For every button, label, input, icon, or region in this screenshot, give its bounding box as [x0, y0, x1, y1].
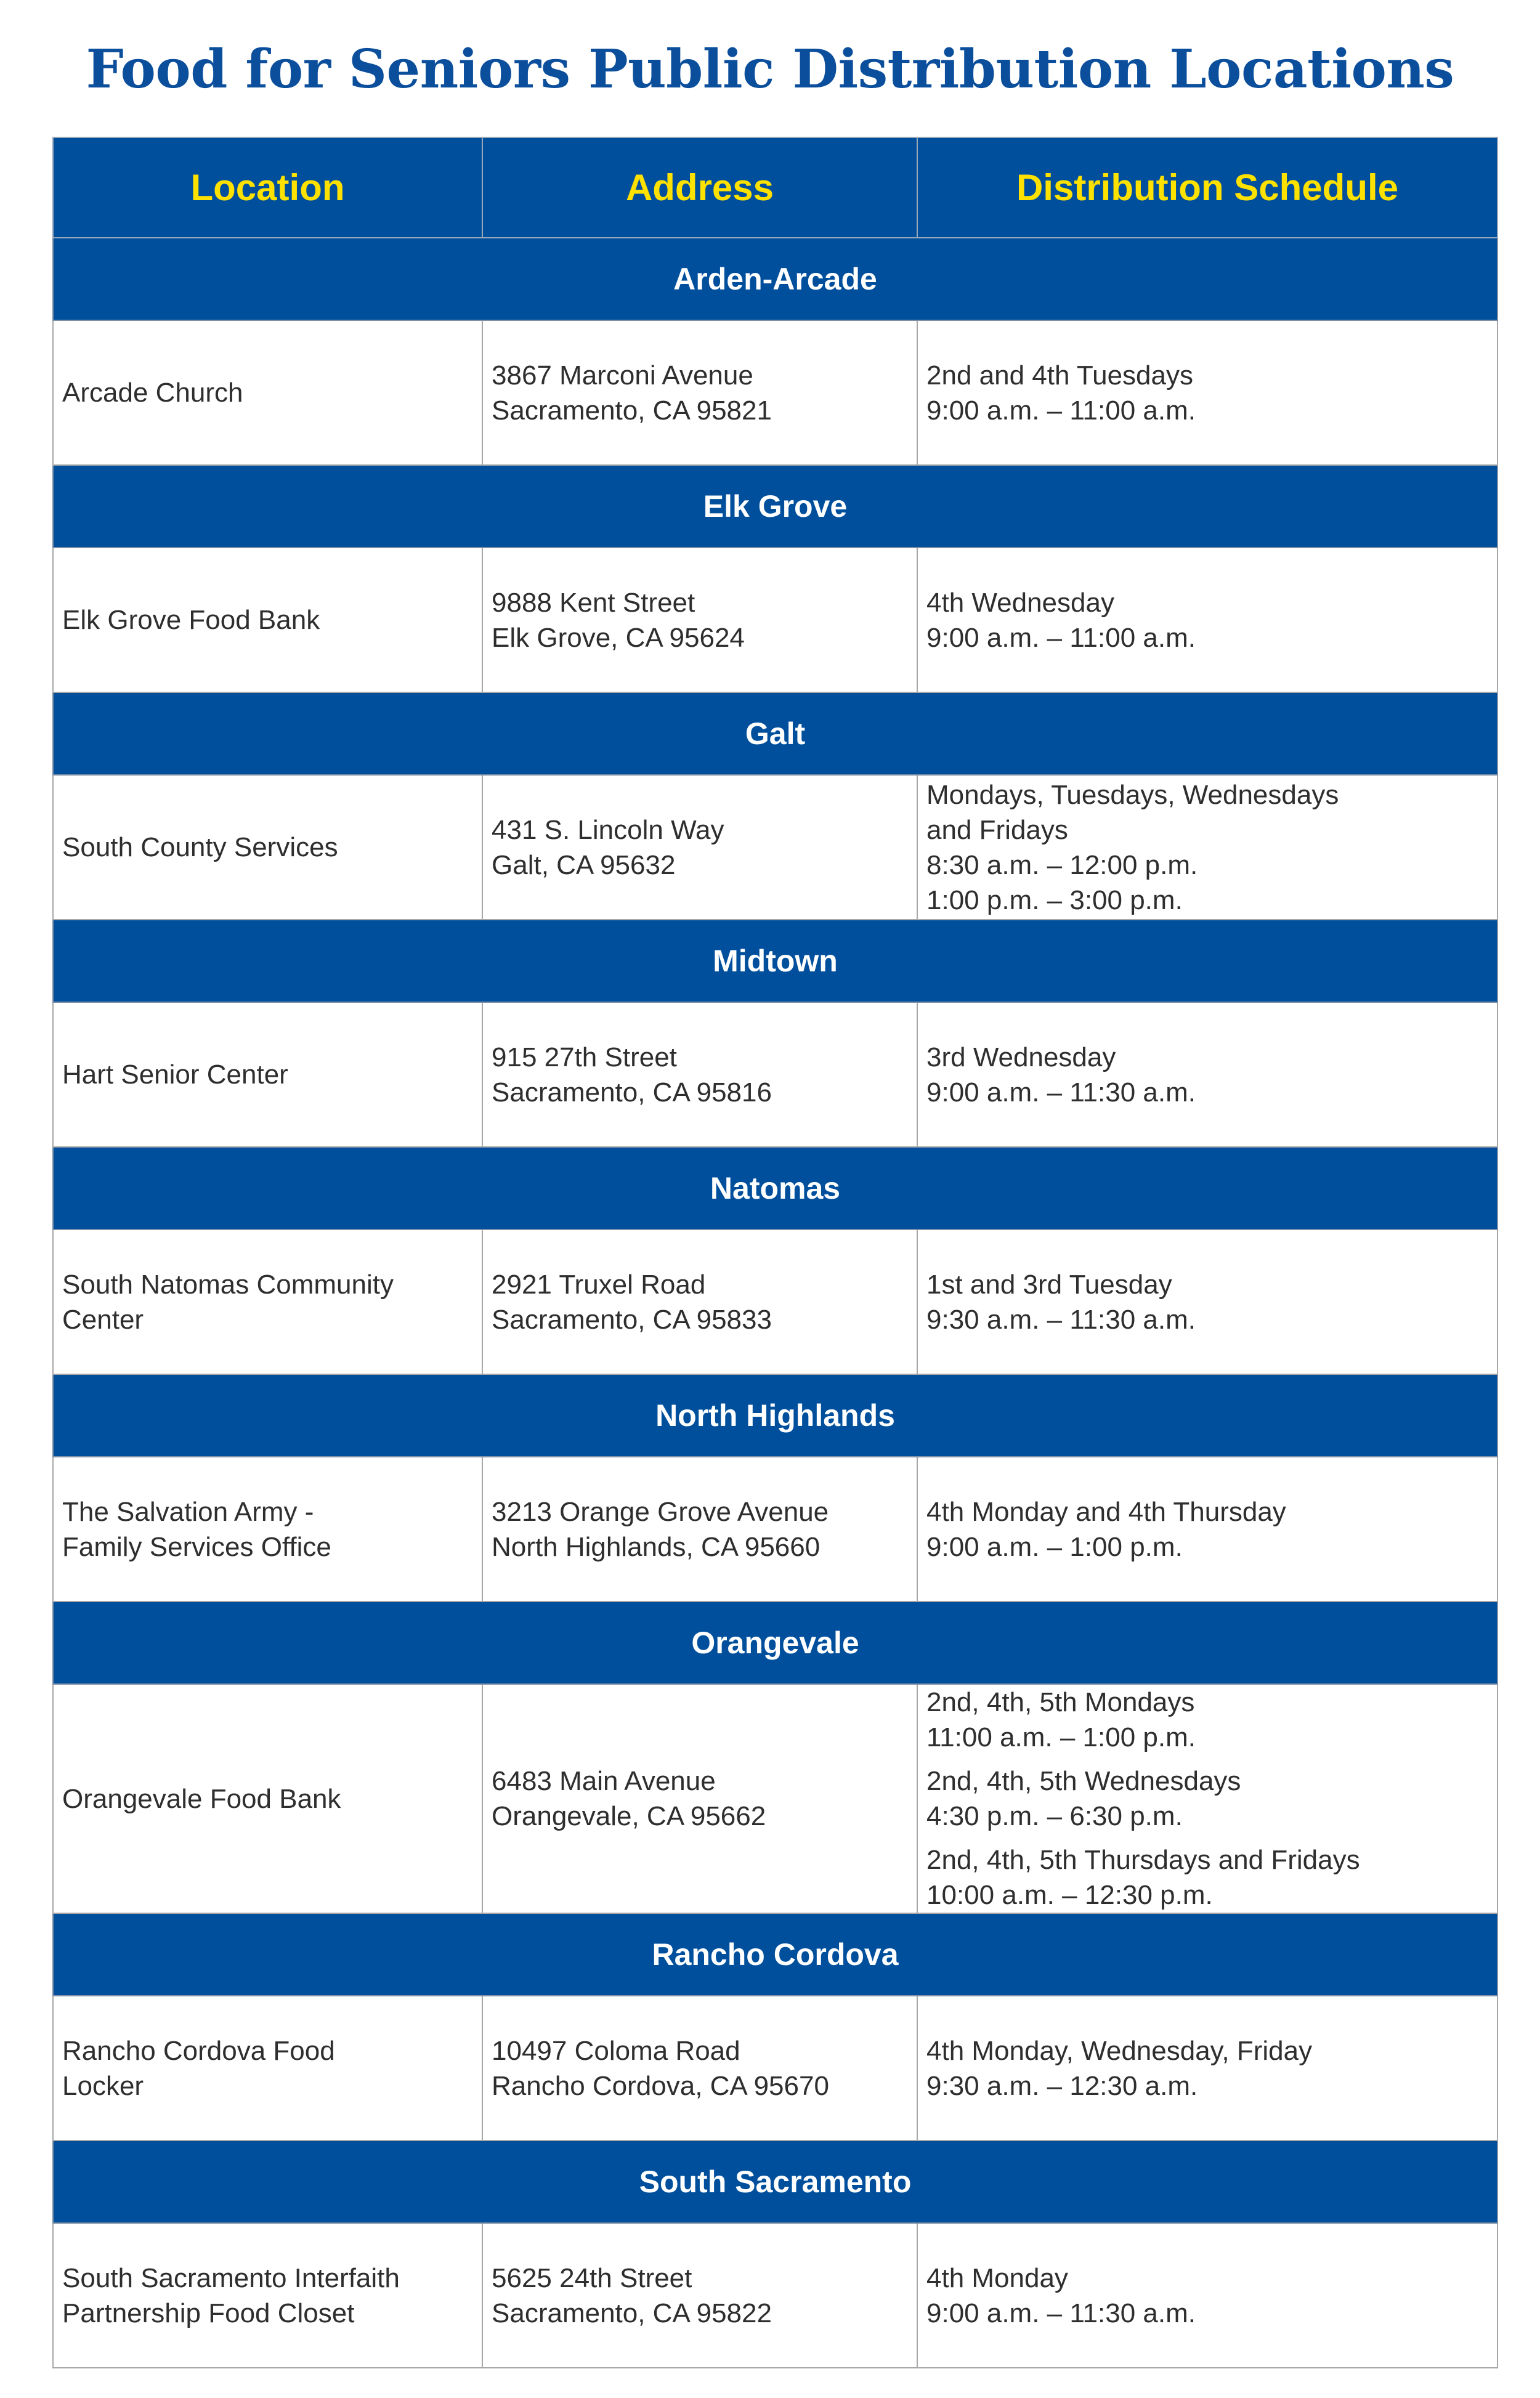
region-header-row — [53, 465, 1497, 548]
region-header-row — [53, 1602, 1497, 1684]
region-name: Rancho Cordova — [53, 1913, 1497, 1996]
table-row — [53, 1457, 1497, 1602]
address-line: 3213 Orange Grove Avenue — [492, 1496, 829, 1527]
address-cell — [482, 320, 917, 465]
address-cell — [482, 1684, 917, 1913]
address-line: Rancho Cordova, CA 95670 — [492, 2070, 829, 2101]
location-name-line: Arcade Church — [62, 378, 243, 408]
address-cell — [482, 2223, 917, 2368]
table-row — [53, 548, 1497, 692]
region-name: Galt — [53, 692, 1497, 775]
location-name-line: South Natomas Community — [62, 1269, 394, 1300]
table-row — [53, 1684, 1497, 1913]
location-name-line: Hart Senior Center — [62, 1059, 288, 1090]
schedule-line: 9:00 a.m. – 1:00 p.m. — [926, 1531, 1183, 1562]
schedule-block — [926, 358, 1488, 428]
schedule-cell — [917, 1002, 1497, 1147]
region-header-row — [53, 1913, 1497, 1996]
schedule-line: 2nd, 4th, 5th Wednesdays — [926, 1766, 1241, 1796]
address-cell — [482, 1996, 917, 2141]
region-header-row — [53, 2141, 1497, 2223]
address-line: Sacramento, CA 95822 — [492, 2298, 772, 2328]
location-name-line: South County Services — [62, 832, 338, 862]
address-line: Orangevale, CA 95662 — [492, 1801, 766, 1831]
location-cell — [53, 1684, 482, 1913]
schedule-block — [926, 1685, 1488, 1755]
schedule-line: 9:30 a.m. – 12:30 a.m. — [926, 2070, 1198, 2101]
schedule-line: 1st and 3rd Tuesday — [926, 1269, 1172, 1300]
table-row — [53, 1002, 1497, 1147]
table-row — [53, 1996, 1497, 2141]
schedule-block — [926, 1267, 1488, 1337]
region-name: Arden-Arcade — [53, 238, 1497, 320]
address-cell — [482, 775, 917, 920]
schedule-line: 2nd, 4th, 5th Thursdays and Fridays — [926, 1845, 1360, 1875]
address-line: 915 27th Street — [492, 1042, 677, 1072]
header-schedule: Distribution Schedule — [917, 137, 1497, 238]
schedule-line: 4th Wednesday — [926, 587, 1114, 618]
region-name: Elk Grove — [53, 465, 1497, 548]
schedule-line: 4th Monday, Wednesday, Friday — [926, 2035, 1313, 2066]
region-header-row — [53, 920, 1497, 1002]
schedule-line: 9:00 a.m. – 11:00 a.m. — [926, 395, 1196, 426]
schedule-line: 11:00 a.m. – 1:00 p.m. — [926, 1722, 1196, 1752]
schedule-block — [926, 2033, 1488, 2104]
schedule-cell — [917, 320, 1497, 465]
location-cell — [53, 1229, 482, 1374]
region-name: South Sacramento — [53, 2141, 1497, 2223]
schedule-block — [926, 1842, 1488, 1913]
schedule-line: 9:30 a.m. – 11:30 a.m. — [926, 1304, 1196, 1335]
schedule-cell — [917, 548, 1497, 692]
address-line: 431 S. Lincoln Way — [492, 814, 724, 845]
schedule-line: 9:00 a.m. – 11:00 a.m. — [926, 622, 1196, 653]
table-row — [53, 320, 1497, 465]
schedule-block — [926, 777, 1488, 918]
schedule-line: 3rd Wednesday — [926, 1042, 1116, 1072]
address-line: 9888 Kent Street — [492, 587, 695, 618]
schedule-cell — [917, 1996, 1497, 2141]
region-name: Midtown — [53, 920, 1497, 1002]
location-cell — [53, 548, 482, 692]
schedule-line: 9:00 a.m. – 11:30 a.m. — [926, 2298, 1196, 2328]
table-header-row — [53, 137, 1497, 238]
location-name-line: Family Services Office — [62, 1531, 331, 1562]
address-cell — [482, 1002, 917, 1147]
header-location: Location — [53, 137, 482, 238]
schedule-line: 2nd, 4th, 5th Mondays — [926, 1687, 1195, 1717]
schedule-line: 4th Monday and 4th Thursday — [926, 1496, 1286, 1527]
schedule-cell — [917, 1684, 1497, 1913]
region-name: North Highlands — [53, 1374, 1497, 1457]
schedule-line: 4th Monday — [926, 2262, 1068, 2293]
schedule-block — [926, 1494, 1488, 1565]
address-line: 6483 Main Avenue — [492, 1766, 716, 1796]
location-cell — [53, 1996, 482, 2141]
address-line: Sacramento, CA 95833 — [492, 1304, 772, 1335]
table-row — [53, 2223, 1497, 2368]
region-name: Orangevale — [53, 1602, 1497, 1684]
address-line: 5625 24th Street — [492, 2262, 692, 2293]
header-address: Address — [482, 137, 917, 238]
schedule-line: Mondays, Tuesdays, Wednesdays — [926, 779, 1339, 810]
region-header-row — [53, 1147, 1497, 1229]
location-name-line: Rancho Cordova Food — [62, 2035, 335, 2066]
table-body — [53, 238, 1497, 2368]
location-name-line: Partnership Food Closet — [62, 2298, 355, 2328]
schedule-line: and Fridays — [926, 814, 1068, 845]
schedule-cell — [917, 1457, 1497, 1602]
location-name-line: Locker — [62, 2070, 144, 2101]
location-cell — [53, 775, 482, 920]
address-line: Elk Grove, CA 95624 — [492, 622, 745, 653]
schedule-block — [926, 585, 1488, 655]
schedule-cell — [917, 775, 1497, 920]
location-name-line: South Sacramento Interfaith — [62, 2262, 400, 2293]
schedule-line: 1:00 p.m. – 3:00 p.m. — [926, 885, 1183, 915]
schedule-block — [926, 1040, 1488, 1110]
location-name-line: The Salvation Army - — [62, 1496, 314, 1527]
location-name-line: Orangevale Food Bank — [62, 1783, 341, 1814]
schedule-cell — [917, 2223, 1497, 2368]
region-header-row — [53, 238, 1497, 320]
address-line: 10497 Coloma Road — [492, 2035, 740, 2066]
address-line: Sacramento, CA 95816 — [492, 1077, 772, 1108]
schedule-line: 9:00 a.m. – 11:30 a.m. — [926, 1077, 1196, 1108]
location-cell — [53, 320, 482, 465]
address-line: 2921 Truxel Road — [492, 1269, 706, 1300]
location-cell — [53, 1002, 482, 1147]
schedule-line: 2nd and 4th Tuesdays — [926, 360, 1193, 391]
schedule-line: 8:30 a.m. – 12:00 p.m. — [926, 849, 1198, 880]
address-line: 3867 Marconi Avenue — [492, 360, 753, 391]
location-cell — [53, 1457, 482, 1602]
schedule-block — [926, 2261, 1488, 2331]
table-row — [53, 1229, 1497, 1374]
region-header-row — [53, 692, 1497, 775]
page-title: Food for Seniors Public Distribution Locations — [86, 38, 1454, 100]
schedule-block — [926, 1764, 1488, 1834]
address-line: Galt, CA 95632 — [492, 849, 676, 880]
table-row — [53, 775, 1497, 920]
schedule-line: 4:30 p.m. – 6:30 p.m. — [926, 1801, 1183, 1831]
address-cell — [482, 1457, 917, 1602]
schedule-cell — [917, 1229, 1497, 1374]
address-line: Sacramento, CA 95821 — [492, 395, 772, 426]
address-line: North Highlands, CA 95660 — [492, 1531, 821, 1562]
address-cell — [482, 548, 917, 692]
location-name-line: Elk Grove Food Bank — [62, 605, 320, 635]
address-cell — [482, 1229, 917, 1374]
location-cell — [53, 2223, 482, 2368]
region-name: Natomas — [53, 1147, 1497, 1229]
region-header-row — [53, 1374, 1497, 1457]
schedule-line: 10:00 a.m. – 12:30 p.m. — [926, 1880, 1213, 1910]
locations-table — [52, 137, 1498, 2368]
location-name-line: Center — [62, 1304, 144, 1335]
